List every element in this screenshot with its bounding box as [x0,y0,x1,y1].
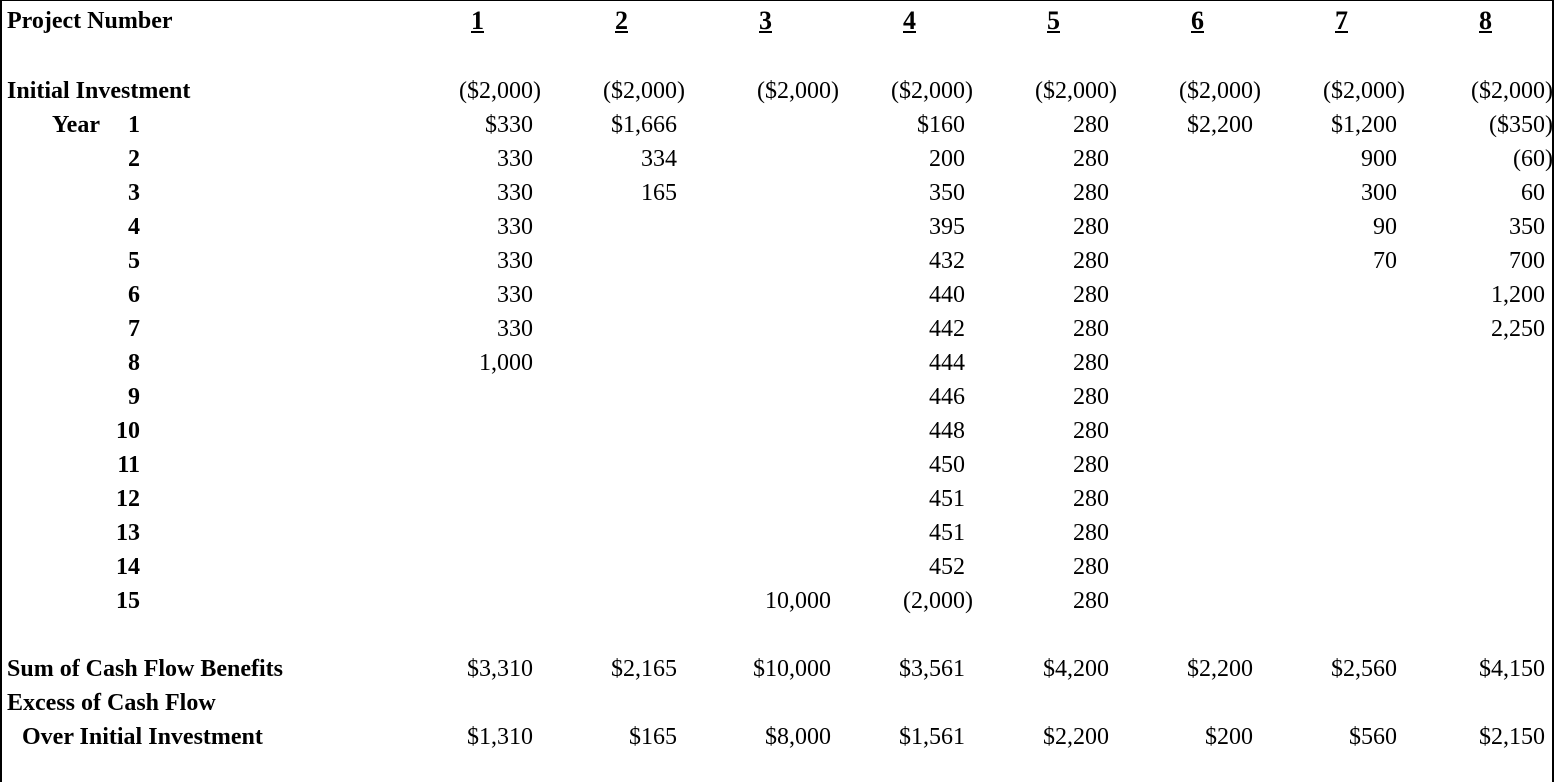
cash-flow-p8-y5: 700 [1509,248,1545,274]
initial-investment-2: ($2,000) [603,78,685,104]
year-prefix-label: Year [52,112,100,138]
cash-flow-p4-y12: 451 [929,486,965,512]
cash-flow-p4-y3: 350 [929,180,965,206]
project-header-7: 7 [1335,6,1348,35]
cash-flow-p4-y10: 448 [929,418,965,444]
cash-flow-p1-y7: 330 [497,316,533,342]
cash-flow-p6-y1: $2,200 [1187,112,1253,138]
cash-flow-p5-y15: 280 [1073,588,1109,614]
cash-flow-p4-y6: 440 [929,282,965,308]
cash-flow-p8-y1: ($350) [1489,112,1553,138]
initial-investment-5: ($2,000) [1035,78,1117,104]
year-label-9: 9 [128,384,140,410]
cash-flow-p3-y15: 10,000 [765,588,831,614]
cash-flow-p4-y14: 452 [929,554,965,580]
year-label-4: 4 [128,214,140,240]
cash-flow-p5-y3: 280 [1073,180,1109,206]
excess-cash-flow-4: $1,561 [899,724,965,750]
year-label-5: 5 [128,248,140,274]
cash-flow-p4-y5: 432 [929,248,965,274]
cash-flow-p8-y2: (60) [1513,146,1553,172]
year-label-2: 2 [128,146,140,172]
sum-label: Sum of Cash Flow Benefits [7,656,284,682]
initial-investment-label: Initial Investment [7,78,191,104]
cash-flow-p7-y3: 300 [1361,180,1397,206]
cash-flow-p4-y4: 395 [929,214,965,240]
year-label-1: 1 [128,112,140,138]
excess-label-line1: Excess of Cash Flow [7,690,216,716]
project-header-3: 3 [759,6,772,35]
sum-cash-flow-8: $4,150 [1479,656,1545,682]
cash-flow-p2-y3: 165 [641,180,677,206]
initial-investment-7: ($2,000) [1323,78,1405,104]
project-header-5: 5 [1047,6,1060,35]
year-label-14: 14 [116,554,140,580]
initial-investment-4: ($2,000) [891,78,973,104]
cash-flow-p4-y13: 451 [929,520,965,546]
project-number-label: Project Number [7,8,173,34]
cash-flow-p1-y6: 330 [497,282,533,308]
cash-flow-p1-y1: $330 [485,112,533,138]
sum-cash-flow-5: $4,200 [1043,656,1109,682]
cash-flow-p5-y5: 280 [1073,248,1109,274]
project-header-2: 2 [615,6,628,35]
cash-flow-p4-y1: $160 [917,112,965,138]
sum-cash-flow-3: $10,000 [753,656,831,682]
year-label-15: 15 [116,588,140,614]
cash-flow-p1-y2: 330 [497,146,533,172]
cash-flow-p2-y1: $1,666 [611,112,677,138]
cash-flow-p5-y12: 280 [1073,486,1109,512]
cash-flow-p4-y2: 200 [929,146,965,172]
cash-flow-p4-y11: 450 [929,452,965,478]
cash-flow-p1-y4: 330 [497,214,533,240]
year-label-10: 10 [116,418,140,444]
cash-flow-p4-y15: (2,000) [903,588,973,614]
cash-flow-p5-y14: 280 [1073,554,1109,580]
excess-label-line2: Over Initial Investment [22,724,263,750]
cash-flow-p7-y5: 70 [1373,248,1397,274]
cash-flow-p1-y5: 330 [497,248,533,274]
cash-flow-p5-y6: 280 [1073,282,1109,308]
excess-cash-flow-2: $165 [629,724,677,750]
sum-cash-flow-7: $2,560 [1331,656,1397,682]
cash-flow-p7-y1: $1,200 [1331,112,1397,138]
cash-flow-p8-y4: 350 [1509,214,1545,240]
excess-cash-flow-5: $2,200 [1043,724,1109,750]
cash-flow-p4-y9: 446 [929,384,965,410]
excess-cash-flow-8: $2,150 [1479,724,1545,750]
cash-flow-p4-y8: 444 [929,350,965,376]
excess-cash-flow-6: $200 [1205,724,1253,750]
excess-cash-flow-3: $8,000 [765,724,831,750]
cash-flow-p7-y2: 900 [1361,146,1397,172]
year-label-11: 11 [117,452,140,478]
project-header-4: 4 [903,6,916,35]
cash-flow-p5-y1: 280 [1073,112,1109,138]
year-label-8: 8 [128,350,140,376]
cash-flow-p8-y7: 2,250 [1491,316,1545,342]
sum-cash-flow-6: $2,200 [1187,656,1253,682]
sum-cash-flow-1: $3,310 [467,656,533,682]
excess-cash-flow-7: $560 [1349,724,1397,750]
year-label-6: 6 [128,282,140,308]
cash-flow-p8-y6: 1,200 [1491,282,1545,308]
project-header-1: 1 [471,6,484,35]
cash-flow-p5-y11: 280 [1073,452,1109,478]
year-label-13: 13 [116,520,140,546]
project-header-8: 8 [1479,6,1492,35]
cash-flow-p5-y8: 280 [1073,350,1109,376]
cash-flow-p5-y2: 280 [1073,146,1109,172]
initial-investment-6: ($2,000) [1179,78,1261,104]
cash-flow-p5-y13: 280 [1073,520,1109,546]
cash-flow-p5-y4: 280 [1073,214,1109,240]
year-label-7: 7 [128,316,140,342]
cash-flow-p1-y3: 330 [497,180,533,206]
sum-cash-flow-4: $3,561 [899,656,965,682]
cash-flow-p5-y7: 280 [1073,316,1109,342]
excess-cash-flow-1: $1,310 [467,724,533,750]
initial-investment-8: ($2,000) [1471,78,1553,104]
year-label-3: 3 [128,180,140,206]
cash-flow-p7-y4: 90 [1373,214,1397,240]
cash-flow-p1-y8: 1,000 [479,350,533,376]
cash-flow-p8-y3: 60 [1521,180,1545,206]
cash-flow-p2-y2: 334 [641,146,677,172]
cash-flow-p5-y9: 280 [1073,384,1109,410]
initial-investment-3: ($2,000) [757,78,839,104]
year-label-12: 12 [116,486,140,512]
cash-flow-p4-y7: 442 [929,316,965,342]
initial-investment-1: ($2,000) [459,78,541,104]
cash-flow-p5-y10: 280 [1073,418,1109,444]
project-header-6: 6 [1191,6,1204,35]
sum-cash-flow-2: $2,165 [611,656,677,682]
